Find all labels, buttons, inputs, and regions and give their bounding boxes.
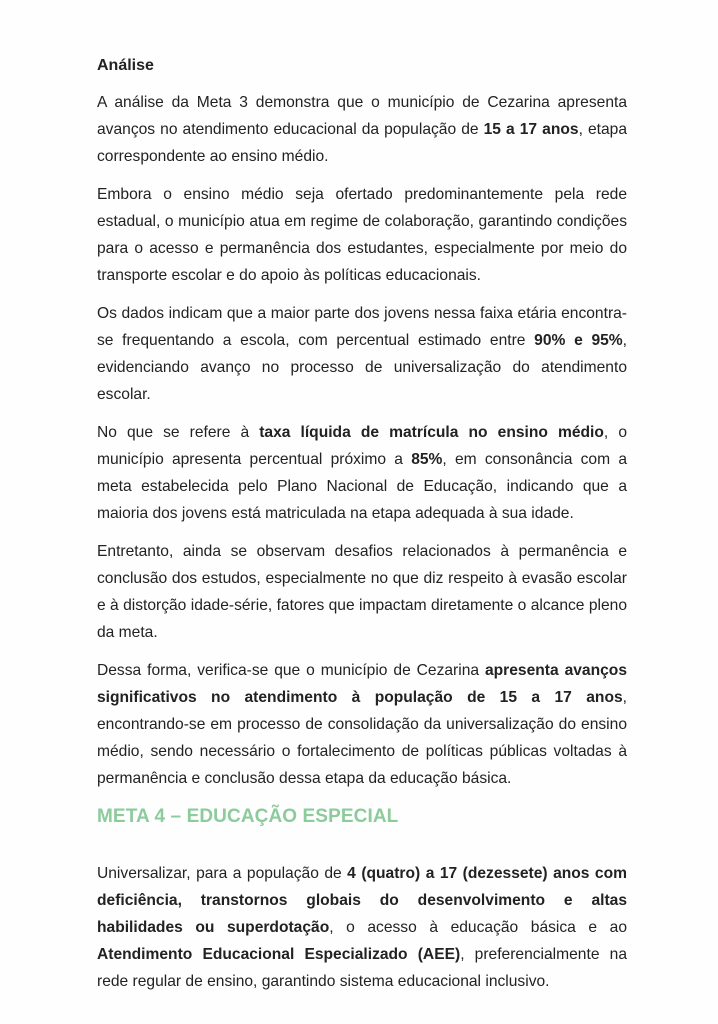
meta-4-heading: META 4 – EDUCAÇÃO ESPECIAL xyxy=(97,806,399,827)
document-page xyxy=(97,52,627,1006)
text-run: , encontrando-se em processo de consolidação da universalização do ensino médio, sendo necessário o fortalecimento de políticas públicas voltadas à permanência e conclusão dessa etapa da educação básica. xyxy=(97,689,627,787)
bold-conclusion: apresenta avanços significativos no atendimento à população de 15 a 17 anos xyxy=(97,662,627,706)
text-run: Dessa forma, verifica-se que o município de Cezarina xyxy=(97,662,485,679)
bold-percentage-range: 90% e 95% xyxy=(534,332,623,349)
text-run: A análise da Meta 3 demonstra que o município de Cezarina apresenta avanços no atendimento educacional da população de xyxy=(97,94,627,138)
bold-target-population: 4 (quatro) a 17 (dezessete) anos com deficiência, transtornos globais do desenvolvimento e altas habilidades ou superdotação xyxy=(97,865,627,936)
text-run: Embora o ensino médio seja ofertado predominantemente pela rede estadual, o município atua em regime de colaboração, garantindo condições para o acesso e permanência dos estudantes, especialmente por meio do transporte escolar e do apoio às políticas educacionais. xyxy=(97,186,627,284)
paragraph-6 xyxy=(97,657,627,792)
text-run: , etapa correspondente ao ensino médio. xyxy=(97,121,627,165)
bold-enrollment-rate: taxa líquida de matrícula no ensino médio xyxy=(259,424,604,441)
text-run: Os dados indicam que a maior parte dos jovens nessa faixa etária encontra-se frequentando a escola, com percentual estimado entre xyxy=(97,305,627,349)
text-run: , preferencialmente na rede regular de ensino, garantindo sistema educacional inclusivo. xyxy=(97,946,627,990)
text-run: Entretanto, ainda se observam desafios relacionados à permanência e conclusão dos estudos, especialmente no que diz respeito à evasão escolar e à distorção idade-série, fatores que impactam diretamente o alcance pleno da meta. xyxy=(97,543,627,641)
text-run: , o município apresenta percentual próximo a xyxy=(97,424,627,468)
meta-4-paragraph xyxy=(97,860,627,995)
bold-percentage: 85% xyxy=(411,451,443,468)
section-heading-analise: Análise xyxy=(97,57,154,74)
text-run: No que se refere à xyxy=(97,424,260,441)
text-run: , o acesso à educação básica e ao xyxy=(329,919,627,936)
paragraph-3 xyxy=(97,300,627,408)
paragraph-5 xyxy=(97,538,627,646)
paragraph-1 xyxy=(97,89,627,170)
paragraph-4 xyxy=(97,419,627,527)
paragraph-2 xyxy=(97,181,627,289)
text-run: , em consonância com a meta estabelecida pelo Plano Nacional de Educação, indicando que a maioria dos jovens está matriculada na etapa adequada à sua idade. xyxy=(97,451,627,522)
text-run: Universalizar, para a população de xyxy=(97,865,348,882)
bold-age-range: 15 a 17 anos xyxy=(483,121,579,138)
bold-aee: Atendimento Educacional Especializado (AEE) xyxy=(97,946,461,963)
text-run: , evidenciando avanço no processo de universalização do atendimento escolar. xyxy=(97,332,627,403)
